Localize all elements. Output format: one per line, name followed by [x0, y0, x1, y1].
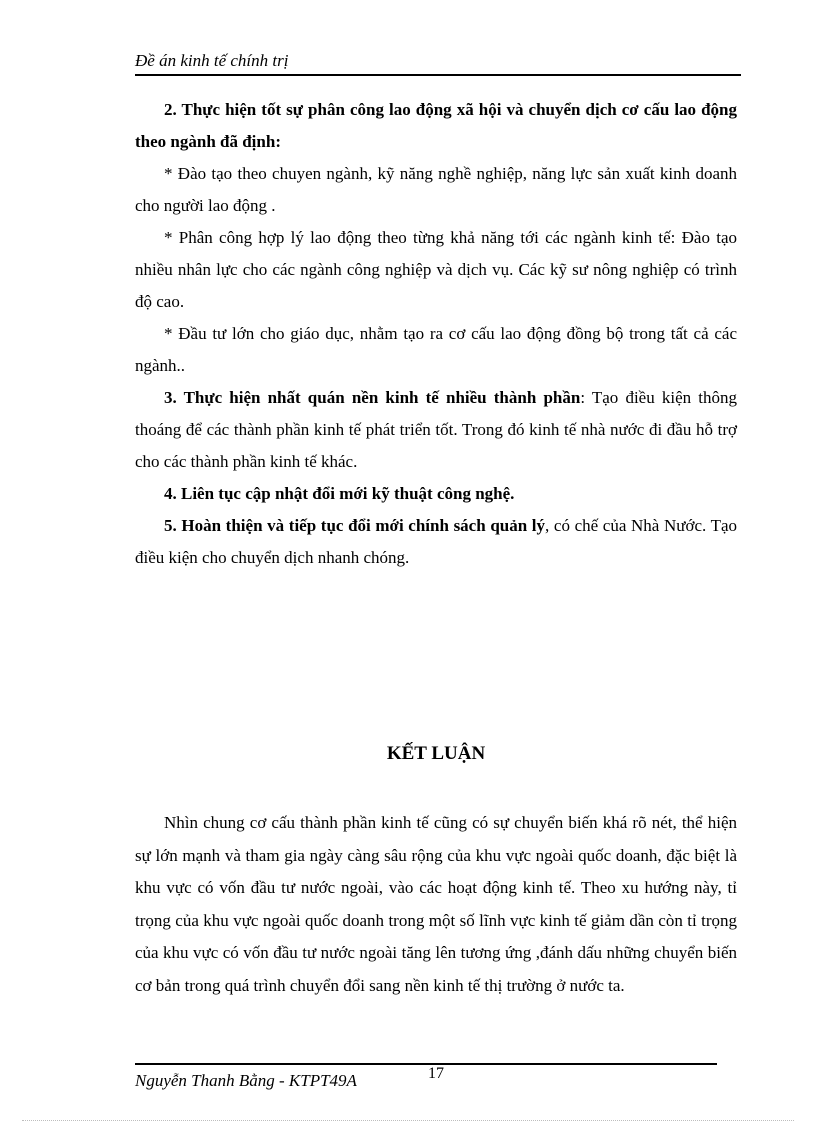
- document-body: [135, 94, 737, 574]
- item-3-heading: 3. Thực hiện nhất quán nền kinh tế nhiều thành phần: [164, 388, 581, 407]
- page-number: 17: [428, 1065, 444, 1082]
- page-bottom-border: [22, 1120, 794, 1121]
- item-3-paragraph: [135, 382, 737, 478]
- conclusion-title: KẾT LUẬN: [386, 743, 486, 764]
- header-title: Đề án kinh tế chính trị: [135, 51, 289, 70]
- item-2-heading: 2. Thực hiện tốt sự phân công lao động xã hội và chuyển dịch cơ cấu lao động theo ngành đã định:: [135, 100, 737, 151]
- item-3-text: : Tạo điều kiện thông thoáng để các thành phần kinh tế phát triển tốt. Trong đó kinh tế nhà nước đi đầu hỗ trợ cho các thành phần kinh tế khác.: [135, 388, 737, 471]
- page-header: [135, 50, 741, 76]
- bullet-education-investment: * Đầu tư lớn cho giáo dục, nhằm tạo ra cơ cấu lao động đồng bộ trong tất cả các ngành..: [135, 324, 737, 375]
- item-5-paragraph: [135, 510, 737, 574]
- footer-divider: [135, 1063, 717, 1065]
- bullet-training: * Đào tạo theo chuyen ngành, kỹ năng nghề nghiệp, năng lực sản xuất kinh doanh cho người lao động .: [135, 164, 737, 215]
- conclusion-body: [135, 807, 737, 1002]
- footer-author: Nguyễn Thanh Bằng - KTPT49A: [135, 1071, 357, 1090]
- item-4-heading: 4. Liên tục cập nhật đổi mới kỹ thuật công nghệ.: [164, 484, 515, 503]
- item-5-heading: 5. Hoàn thiện và tiếp tục đổi mới chính sách quản lý: [164, 516, 546, 535]
- item-5-text: , có chế của Nhà Nước. Tạo điều kiện cho chuyển dịch nhanh chóng.: [135, 516, 737, 567]
- bullet-labor-allocation: * Phân công hợp lý lao động theo từng khả năng tới các ngành kinh tế: Đào tạo nhiều nhân lực cho các ngành công nghiệp và dịch vụ. Các kỹ sư nông nghiệp có trình độ cao.: [135, 228, 737, 311]
- conclusion-paragraph: Nhìn chung cơ cấu thành phần kinh tế cũng có sự chuyển biến khá rõ nét, thể hiện sự lớn mạnh và tham gia ngày càng sâu rộng của khu vực ngoài quốc doanh, đặc biệt là khu vực có vốn đầu tư nước ngoài, vào các hoạt động kinh tế. Theo xu hướng này, tỉ trọng của khu vực ngoài quốc doanh trong một số lĩnh vực kinh tế giảm dần còn tỉ trọng của khu vực có vốn đầu tư nước ngoài tăng lên tương ứng ,đánh dấu những chuyển biến cơ bản trong quá trình chuyển đổi sang nền kinh tế thị trường ở nước ta.: [135, 813, 737, 995]
